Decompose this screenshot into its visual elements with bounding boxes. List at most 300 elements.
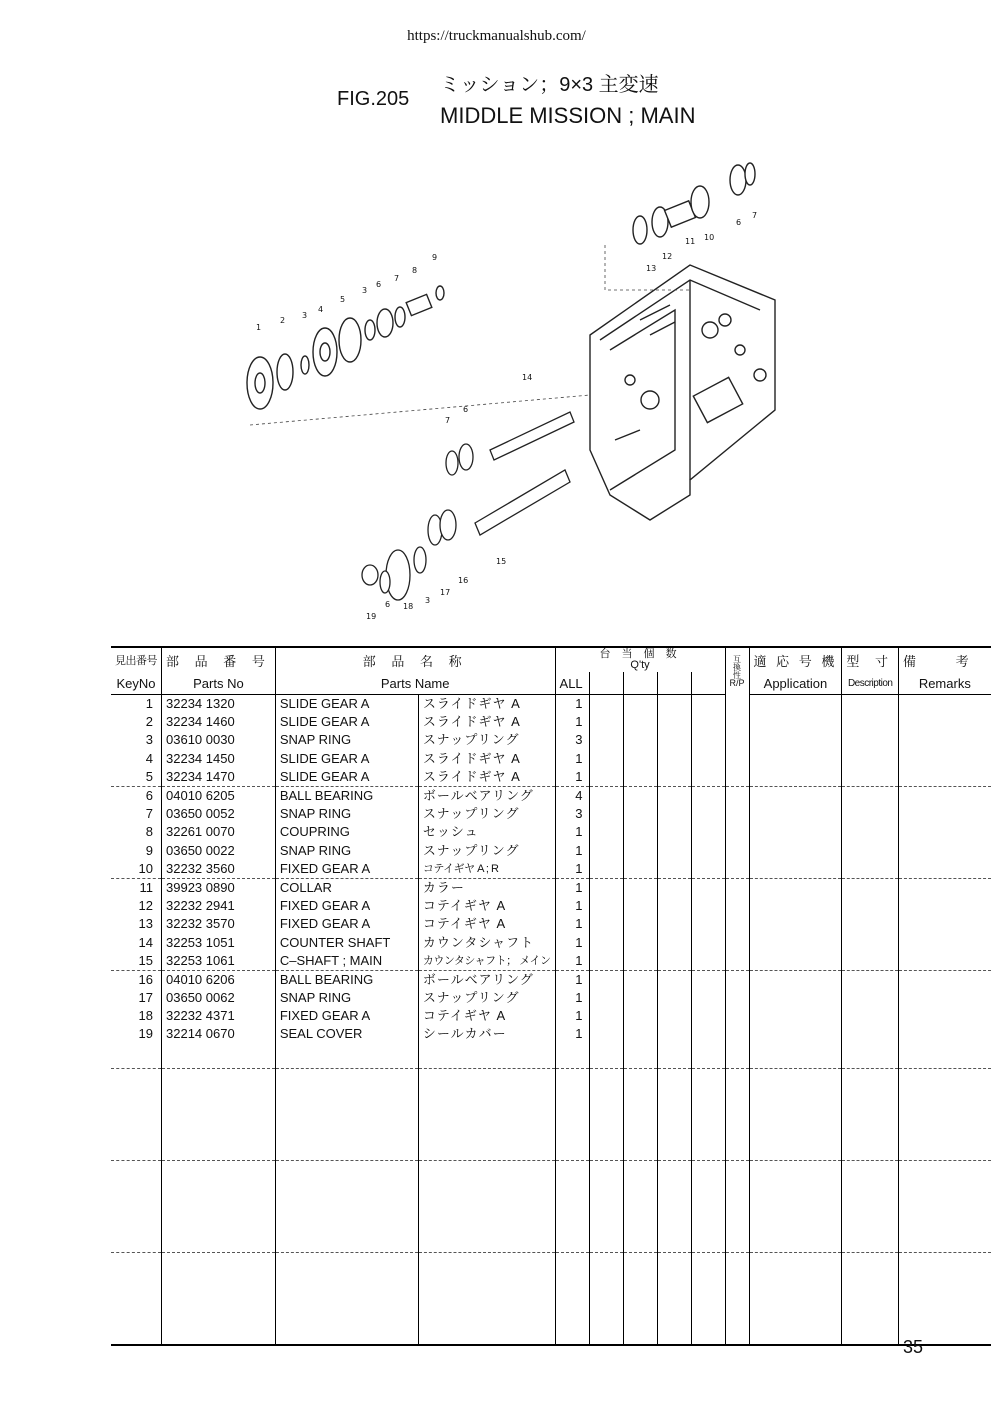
- key-no-cell: 17: [138, 990, 153, 1006]
- key-no-cell: 5: [145, 768, 153, 784]
- part-no-cell: 03650 0022: [162, 842, 276, 860]
- empty-cell: [657, 750, 691, 768]
- empty-cell: [589, 731, 623, 749]
- empty-cell: [111, 1044, 162, 1069]
- table-row: [111, 695, 991, 714]
- callout-label: 6: [736, 218, 742, 227]
- qty-all-cell: 1: [555, 860, 589, 879]
- empty-cell: [899, 1007, 991, 1025]
- part-name-jp-cell: コテイギヤ A: [418, 915, 555, 933]
- empty-cell: [725, 970, 749, 989]
- empty-cell: [657, 805, 691, 823]
- empty-cell: [725, 1025, 749, 1043]
- part-name-jp-cell: セッシュ: [418, 823, 555, 841]
- empty-cell: [842, 750, 899, 768]
- empty-cell: [899, 713, 991, 731]
- empty-cell: [749, 878, 842, 897]
- empty-cell: [725, 989, 749, 1007]
- part-no-cell: 03610 0030: [162, 731, 276, 749]
- empty-cell: [842, 952, 899, 971]
- empty-cell: [657, 897, 691, 915]
- empty-cell: [725, 1068, 749, 1160]
- rp-header-jp: 互換性: [732, 654, 742, 679]
- empty-cell: [691, 823, 725, 841]
- empty-cell: [899, 860, 991, 879]
- empty-cell: [589, 1044, 623, 1069]
- empty-cell: [749, 1007, 842, 1025]
- qty-all-cell: 1: [555, 897, 589, 915]
- empty-cell: [691, 1160, 725, 1252]
- key-no-cell: 7: [145, 806, 153, 822]
- part-name-en-cell: SLIDE GEAR A: [275, 713, 418, 731]
- empty-cell: [657, 1025, 691, 1043]
- empty-cell: [691, 786, 725, 805]
- empty-cell: [418, 1044, 555, 1069]
- empty-cell: [725, 860, 749, 879]
- empty-cell: [899, 731, 991, 749]
- part-name-jp-cell: スライドギヤ A: [418, 713, 555, 731]
- empty-cell: [691, 842, 725, 860]
- callout-label: 6: [463, 405, 469, 414]
- empty-cell: [589, 970, 623, 989]
- part-no-cell: 32232 4371: [162, 1007, 276, 1025]
- empty-cell: [691, 1252, 725, 1345]
- part-name-en-cell: SEAL COVER: [275, 1025, 418, 1043]
- qty-all-cell: 1: [555, 989, 589, 1007]
- empty-cell: [725, 786, 749, 805]
- table-row: [111, 823, 991, 841]
- empty-cell: [589, 915, 623, 933]
- empty-cell: [691, 989, 725, 1007]
- empty-cell: [657, 915, 691, 933]
- counter-shaft: [446, 412, 574, 475]
- transmission-case: [590, 265, 775, 520]
- empty-cell: [691, 1068, 725, 1160]
- empty-cell: [842, 695, 899, 714]
- empty-cell: [749, 970, 842, 989]
- empty-cell: [749, 1068, 842, 1160]
- empty-cell: [589, 805, 623, 823]
- key-no-cell: 14: [138, 934, 153, 950]
- part-name-jp-cell: スライドギヤ A: [418, 695, 555, 714]
- empty-cell: [623, 842, 657, 860]
- part-no-cell: 03650 0052: [162, 805, 276, 823]
- qty-header-jp: 台 当 個 数: [599, 648, 681, 660]
- empty-cell: [842, 713, 899, 731]
- part-name-en-cell: SNAP RING: [275, 842, 418, 860]
- part-name-jp-cell: シールカバー: [418, 1025, 555, 1043]
- table-row: [111, 878, 991, 897]
- empty-cell: [899, 915, 991, 933]
- exploded-parts-diagram: [220, 150, 780, 630]
- qty-all-cell: 1: [555, 842, 589, 860]
- empty-cell: [725, 842, 749, 860]
- empty-cell: [418, 1252, 555, 1345]
- table-row: [111, 897, 991, 915]
- empty-cell: [725, 897, 749, 915]
- empty-cell: [842, 970, 899, 989]
- callout-label: 3: [362, 286, 368, 295]
- empty-cell: [749, 842, 842, 860]
- table-row: [111, 750, 991, 768]
- page-number: 35: [902, 1337, 923, 1357]
- empty-cell: [623, 750, 657, 768]
- empty-cell: [657, 989, 691, 1007]
- empty-cell: [842, 1025, 899, 1043]
- key-no-cell: 19: [138, 1026, 153, 1042]
- callout-label: 6: [376, 280, 382, 289]
- qty-all-cell: 3: [555, 731, 589, 749]
- part-name-en-cell: C–SHAFT ; MAIN: [275, 952, 418, 971]
- empty-cell: [842, 768, 899, 787]
- empty-cell: [691, 731, 725, 749]
- empty-cell: [899, 823, 991, 841]
- empty-cell: [657, 713, 691, 731]
- empty-cell: [725, 952, 749, 971]
- empty-cell: [418, 1160, 555, 1252]
- blank-row: [111, 1068, 991, 1160]
- empty-cell: [749, 1160, 842, 1252]
- table-row: [111, 952, 991, 971]
- empty-cell: [749, 1252, 842, 1345]
- callout-label: 5: [340, 295, 346, 304]
- callout-label: 3: [302, 311, 308, 320]
- callout-label: 4: [318, 305, 324, 314]
- empty-cell: [418, 1068, 555, 1160]
- empty-cell: [842, 915, 899, 933]
- qty-all-cell: 1: [555, 915, 589, 933]
- empty-cell: [623, 989, 657, 1007]
- table-row: [111, 768, 991, 787]
- part-name-en-cell: SLIDE GEAR A: [275, 695, 418, 714]
- part-name-jp-cell: スライドギヤ A: [418, 750, 555, 768]
- table-row: [111, 915, 991, 933]
- empty-cell: [657, 786, 691, 805]
- empty-cell: [623, 1044, 657, 1069]
- callout-label: 18: [403, 602, 414, 611]
- empty-cell: [691, 768, 725, 787]
- qty-all-header: ALL: [555, 672, 589, 695]
- empty-cell: [623, 823, 657, 841]
- empty-cell: [899, 1044, 991, 1069]
- part-name-en-cell: BALL BEARING: [275, 786, 418, 805]
- empty-cell: [589, 952, 623, 971]
- empty-cell: [623, 897, 657, 915]
- empty-cell: [657, 695, 691, 714]
- remarks-header-en: Remarks: [899, 672, 991, 695]
- part-no-cell: 04010 6205: [162, 786, 276, 805]
- empty-cell: [589, 1160, 623, 1252]
- callout-label: 3: [425, 596, 431, 605]
- part-no-cell: 32234 1460: [162, 713, 276, 731]
- keyno-header-jp: 見出番号: [111, 647, 162, 672]
- empty-cell: [691, 970, 725, 989]
- empty-cell: [725, 933, 749, 951]
- empty-cell: [842, 1044, 899, 1069]
- callout-label: 13: [646, 264, 657, 273]
- table-row: [111, 860, 991, 879]
- empty-cell: [555, 1044, 589, 1069]
- key-no-cell: 2: [145, 714, 153, 730]
- table-row: [111, 1025, 991, 1043]
- part-no-cell: 32232 3570: [162, 915, 276, 933]
- empty-cell: [749, 1044, 842, 1069]
- empty-cell: [623, 786, 657, 805]
- empty-cell: [657, 1068, 691, 1160]
- part-name-en-cell: SNAP RING: [275, 731, 418, 749]
- part-name-en-cell: SLIDE GEAR A: [275, 768, 418, 787]
- qty-all-cell: 1: [555, 878, 589, 897]
- empty-cell: [691, 1025, 725, 1043]
- empty-cell: [842, 860, 899, 879]
- empty-cell: [657, 878, 691, 897]
- key-no-cell: 6: [111, 786, 162, 805]
- empty-cell: [691, 1007, 725, 1025]
- empty-cell: [749, 768, 842, 787]
- empty-cell: [657, 933, 691, 951]
- empty-cell: [589, 1068, 623, 1160]
- part-no-cell: 32232 3560: [162, 860, 276, 879]
- empty-cell: [589, 860, 623, 879]
- parts-table: [111, 646, 991, 1346]
- blank-row: [111, 1044, 991, 1069]
- empty-cell: [691, 952, 725, 971]
- part-no-cell: 32232 2941: [162, 897, 276, 915]
- table-row: [111, 786, 991, 805]
- part-name-en-cell: SNAP RING: [275, 989, 418, 1007]
- empty-cell: [623, 731, 657, 749]
- part-no-cell: 32261 0070: [162, 823, 276, 841]
- callout-label: 8: [412, 266, 418, 275]
- empty-cell: [589, 989, 623, 1007]
- part-name-jp-cell: カラー: [418, 878, 555, 897]
- callout-label: 19: [366, 612, 377, 621]
- part-name-en-cell: SNAP RING: [275, 805, 418, 823]
- empty-cell: [111, 1068, 162, 1160]
- table-row: [111, 842, 991, 860]
- empty-cell: [899, 695, 991, 714]
- part-name-en-cell: FIXED GEAR A: [275, 1007, 418, 1025]
- callout-label: 2: [280, 316, 286, 325]
- table-header-row-en: [111, 672, 991, 695]
- callout-label: 14: [522, 373, 533, 382]
- empty-cell: [842, 1252, 899, 1345]
- empty-cell: [899, 1160, 991, 1252]
- qty-all-cell: 1: [555, 713, 589, 731]
- empty-cell: [725, 1007, 749, 1025]
- part-no-cell: 39923 0890: [162, 878, 276, 897]
- empty-cell: [657, 842, 691, 860]
- empty-cell: [657, 1160, 691, 1252]
- part-no-cell: 03650 0062: [162, 989, 276, 1007]
- qty-all-cell: 1: [555, 750, 589, 768]
- empty-cell: [899, 878, 991, 897]
- empty-cell: [842, 842, 899, 860]
- part-name-en-cell: COUPRING: [275, 823, 418, 841]
- empty-cell: [623, 970, 657, 989]
- empty-cell: [899, 952, 991, 971]
- callout-label: 11: [685, 237, 696, 246]
- qty-all-cell: 1: [555, 970, 589, 989]
- qty-all-cell: 1: [555, 768, 589, 787]
- source-url[interactable]: https://truckmanualshub.com/: [407, 28, 586, 44]
- empty-cell: [111, 1160, 162, 1252]
- empty-cell: [555, 1252, 589, 1345]
- empty-cell: [899, 842, 991, 860]
- empty-cell: [749, 805, 842, 823]
- empty-cell: [555, 1068, 589, 1160]
- part-no-cell: 32234 1470: [162, 768, 276, 787]
- application-header-jp: 適 応 号 機: [749, 647, 842, 672]
- empty-cell: [623, 805, 657, 823]
- part-name-jp-cell: コテイギヤ A: [418, 897, 555, 915]
- callout-label: 15: [496, 557, 507, 566]
- qty-all-cell: 1: [555, 695, 589, 714]
- empty-cell: [589, 1025, 623, 1043]
- empty-cell: [589, 786, 623, 805]
- empty-cell: [162, 1160, 276, 1252]
- rp-header-en: R/P: [729, 677, 745, 688]
- empty-cell: [623, 933, 657, 951]
- empty-cell: [589, 750, 623, 768]
- empty-cell: [623, 1007, 657, 1025]
- key-no-cell: 13: [138, 916, 153, 932]
- empty-cell: [275, 1160, 418, 1252]
- empty-cell: [749, 1025, 842, 1043]
- empty-cell: [749, 952, 842, 971]
- part-no-cell: 04010 6206: [162, 970, 276, 989]
- empty-cell: [749, 915, 842, 933]
- empty-cell: [842, 878, 899, 897]
- empty-cell: [691, 933, 725, 951]
- part-no-cell: 32214 0670: [162, 1025, 276, 1043]
- empty-cell: [691, 878, 725, 897]
- qty-all-cell: 1: [555, 1025, 589, 1043]
- qty-all-cell: 1: [555, 933, 589, 951]
- empty-cell: [623, 768, 657, 787]
- part-name-jp-cell: カウンタシャフト: [418, 933, 555, 951]
- part-name-en-cell: FIXED GEAR A: [275, 860, 418, 879]
- partsno-header-en: Parts No: [162, 672, 276, 695]
- empty-cell: [899, 897, 991, 915]
- empty-cell: [749, 750, 842, 768]
- partsname-header-en: Parts Name: [275, 672, 555, 695]
- application-header-en: Application: [749, 672, 842, 695]
- empty-cell: [657, 952, 691, 971]
- part-name-jp-cell: スナップリング: [418, 731, 555, 749]
- empty-cell: [725, 768, 749, 787]
- qty-all-cell: 1: [555, 823, 589, 841]
- empty-cell: [842, 731, 899, 749]
- part-name-en-cell: SLIDE GEAR A: [275, 750, 418, 768]
- empty-cell: [589, 897, 623, 915]
- description-header-en: Description: [842, 672, 899, 695]
- qty-header-en: Q'ty: [630, 659, 650, 671]
- part-no-cell: 32253 1061: [162, 952, 276, 971]
- empty-cell: [589, 1252, 623, 1345]
- part-name-jp-cell: コテイギヤ A ; R: [418, 860, 555, 879]
- part-name-jp-cell: スライドギヤ A: [418, 768, 555, 787]
- table-row: [111, 970, 991, 989]
- empty-cell: [623, 695, 657, 714]
- empty-cell: [749, 731, 842, 749]
- empty-cell: [899, 1252, 991, 1345]
- qty-all-cell: 1: [555, 1007, 589, 1025]
- empty-cell: [691, 915, 725, 933]
- empty-cell: [657, 768, 691, 787]
- empty-cell: [842, 933, 899, 951]
- part-name-en-cell: COLLAR: [275, 878, 418, 897]
- empty-cell: [623, 1068, 657, 1160]
- empty-cell: [691, 713, 725, 731]
- empty-cell: [589, 933, 623, 951]
- figure-number: FIG.205: [337, 88, 410, 110]
- key-no-cell: 12: [138, 898, 153, 914]
- empty-cell: [725, 731, 749, 749]
- empty-cell: [275, 1068, 418, 1160]
- callout-label: 12: [662, 252, 673, 261]
- empty-cell: [725, 878, 749, 897]
- keyno-header-en: KeyNo: [111, 672, 162, 695]
- empty-cell: [275, 1252, 418, 1345]
- table-row: [111, 805, 991, 823]
- empty-cell: [589, 823, 623, 841]
- parts-table-body: [111, 695, 991, 1345]
- table-row: [111, 933, 991, 951]
- empty-cell: [725, 713, 749, 731]
- callout-label: 9: [432, 253, 438, 262]
- empty-cell: [725, 915, 749, 933]
- empty-cell: [842, 989, 899, 1007]
- blank-row: [111, 1160, 991, 1252]
- empty-cell: [657, 860, 691, 879]
- empty-cell: [749, 933, 842, 951]
- empty-cell: [623, 952, 657, 971]
- empty-cell: [899, 750, 991, 768]
- empty-cell: [899, 786, 991, 805]
- qty-header: [555, 647, 725, 672]
- empty-cell: [842, 1007, 899, 1025]
- part-no-cell: 32234 1320: [162, 695, 276, 714]
- callout-label: 7: [445, 416, 451, 425]
- key-no-cell: 9: [145, 842, 153, 858]
- empty-cell: [842, 1068, 899, 1160]
- empty-cell: [623, 878, 657, 897]
- key-no-cell: 16: [111, 970, 162, 989]
- empty-cell: [589, 842, 623, 860]
- part-name-jp-cell: スナップリング: [418, 805, 555, 823]
- empty-cell: [899, 805, 991, 823]
- key-no-cell: 3: [145, 732, 153, 748]
- table-row: [111, 731, 991, 749]
- empty-cell: [899, 989, 991, 1007]
- empty-cell: [842, 897, 899, 915]
- empty-cell: [725, 805, 749, 823]
- empty-cell: [899, 933, 991, 951]
- empty-cell: [623, 915, 657, 933]
- table-row: [111, 1007, 991, 1025]
- empty-cell: [725, 823, 749, 841]
- empty-cell: [691, 750, 725, 768]
- empty-cell: [657, 731, 691, 749]
- empty-cell: [589, 1007, 623, 1025]
- empty-cell: [899, 768, 991, 787]
- empty-cell: [899, 1068, 991, 1160]
- empty-cell: [749, 713, 842, 731]
- empty-cell: [275, 1044, 418, 1069]
- empty-cell: [657, 970, 691, 989]
- remarks-header-jp: 備 考: [899, 647, 991, 672]
